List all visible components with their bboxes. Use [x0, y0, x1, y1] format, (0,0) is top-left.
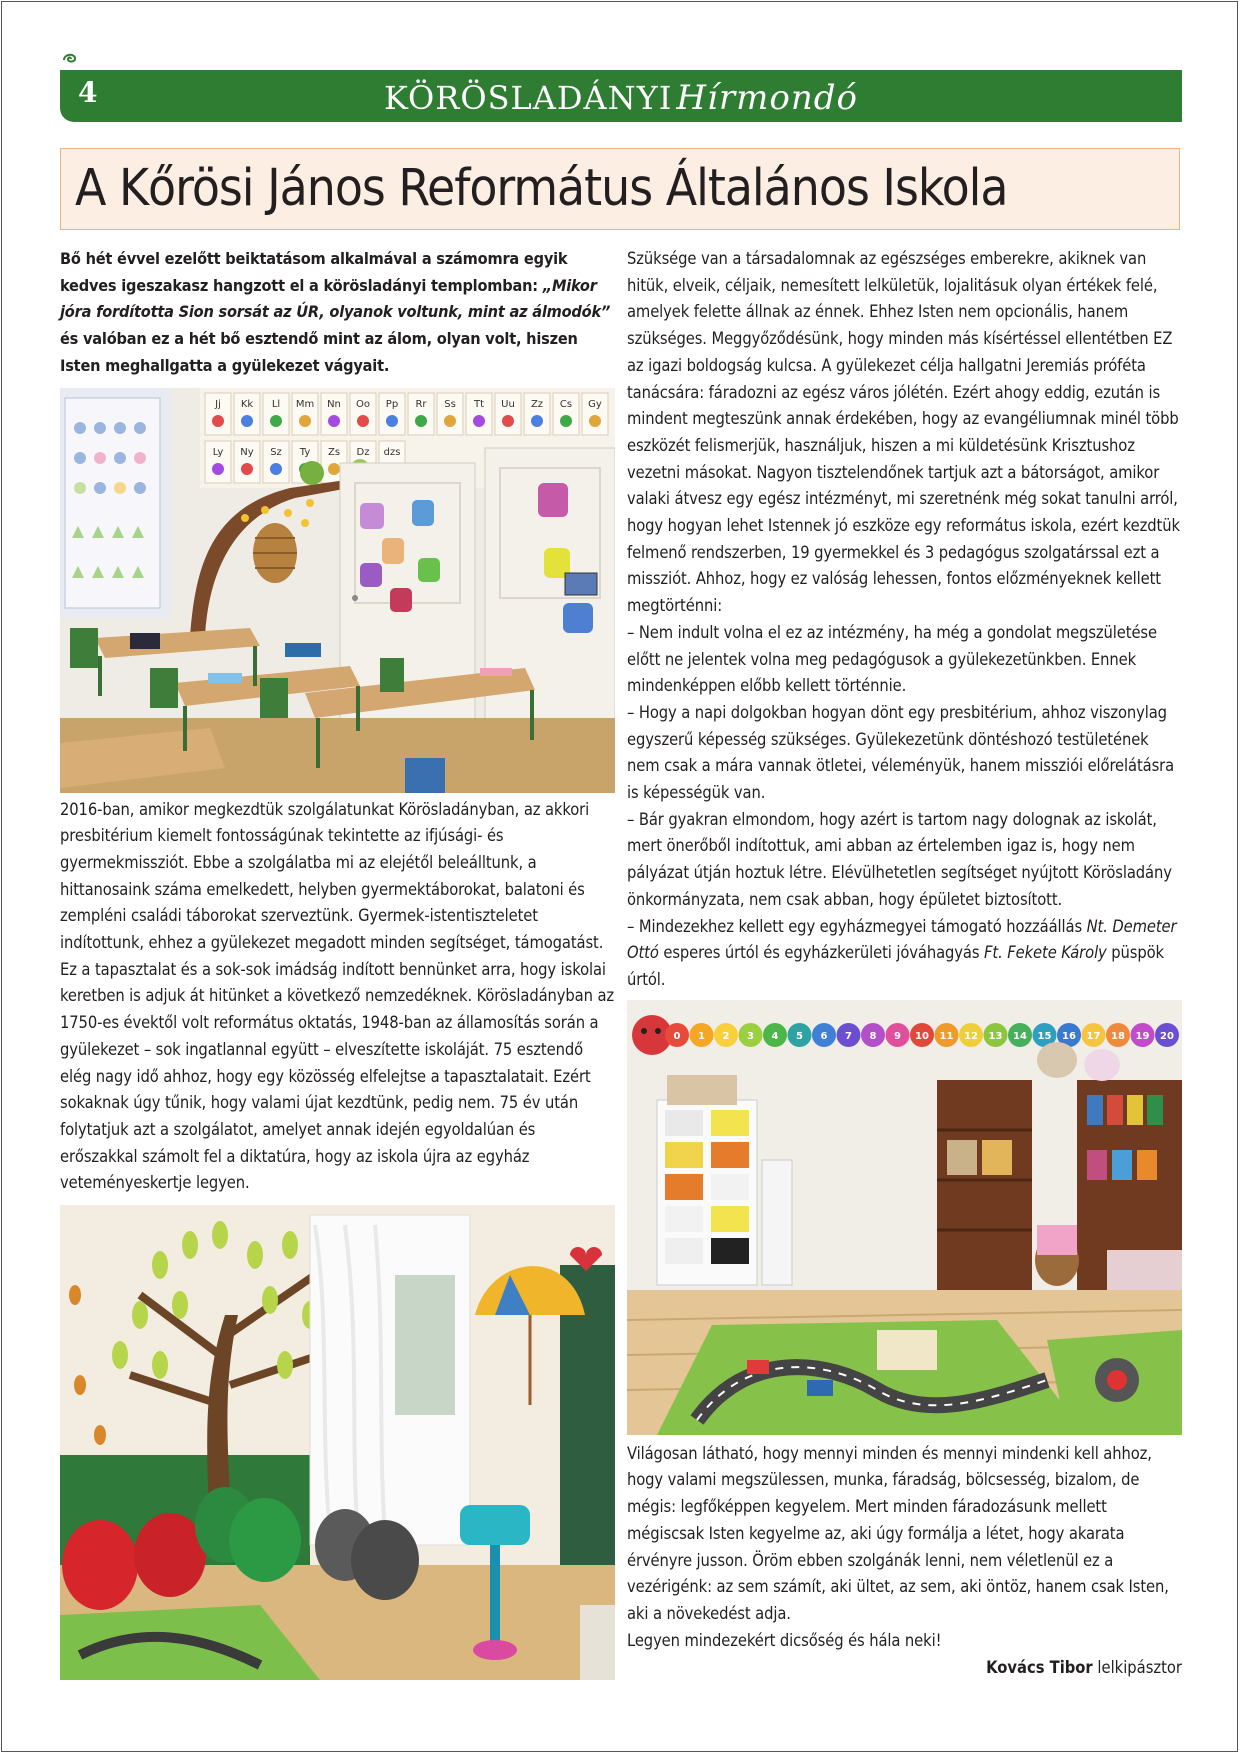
number-caterpillar	[665, 1023, 1179, 1047]
lede-quote: „Mikor jóra fordította Sion sorsát az ÚR, olyanok voltunk, mint az álmodók”	[60, 275, 611, 322]
number-label: 6	[820, 1030, 828, 1042]
alphabet-card-letter: Kk	[240, 398, 254, 410]
closing-last-line: Legyen mindezekért dicsőség és hála neki!	[627, 1630, 942, 1650]
right-column	[627, 246, 1182, 1677]
number-label: 10	[915, 1030, 929, 1042]
alphabet-card-letter: Jj	[215, 398, 221, 410]
number-label: 18	[1111, 1030, 1125, 1042]
number-label: 8	[869, 1030, 877, 1042]
alphabet-card-picture	[328, 463, 340, 475]
article-lede	[60, 246, 615, 380]
alphabet-card-letter: Nn	[327, 398, 341, 410]
author-byline	[627, 1658, 1182, 1677]
alphabet-card-letter: Mm	[295, 398, 315, 410]
paragraph-5-part-c: püspök úrtól.	[627, 943, 1164, 989]
page-number: 4	[78, 76, 98, 109]
number-label: 0	[673, 1030, 681, 1042]
alphabet-card-picture	[270, 415, 282, 427]
number-label: 13	[988, 1030, 1003, 1042]
alphabet-card-letter: Ss	[444, 398, 456, 410]
article-title: A Kőrösi János Református Általános Iskola	[75, 159, 1008, 218]
paragraph-5-part-a: – Mindezekhez kellett egy egyházmegyei támogató hozzáállás	[627, 916, 1087, 936]
classroom-illustration	[60, 388, 615, 793]
alphabet-card-picture	[241, 415, 253, 427]
swirl-ornament-icon	[60, 50, 80, 66]
masthead-main: KÖRÖSLADÁNYI	[383, 79, 673, 117]
alphabet-card-letter: Uu	[501, 398, 515, 410]
reading-corner-photo	[60, 1205, 615, 1680]
alphabet-card-picture	[444, 415, 456, 427]
left-body-text: 2016-ban, amikor megkezdtük szolgálatunkat Körösladányban, az akkori presbitérium kiemelt fontosságúnak tekintette az ifjúsági- és gyermekmissziót. Ebbe a szolgálatba mi az elejétől beleálltunk, a hittanosaink száma emelkedett, helyben gyermektáborokat, balatoni és zempléni családi táborokat szerveztünk. Gyermek-istentiszteletet indítottunk, ehhez a gyülekezet megadott minden segítséget, támogatást. Ez a tapasztalat és a sok-sok imádság indított bennünket arra, hogy iskolai keretben is adjuk át hitünket a következő nemzedéknek. Körösladányban az 1750-es évektől volt református oktatás, 1948-ban az államosítás során a gyülekezet – sok ingatlannal együtt – elveszítette iskoláját. 75 esztendő elég nagy idő ahhoz, hogy egy közösség elfelejtse a tapasztalatait. Ezért sokaknak úgy tűnik, hogy valami újat kezdtünk, pedig nem. 75 év után folytatjuk azt a szolgálatot, amelyet annak idején egyoldalúan és erőszakkal számolt fel a diktatúra, hogy az iskola újra az egyház veteményeskertje legyen.	[60, 799, 615, 1193]
lede-part-1: Bő hét évvel ezelőtt beiktatásom alkalmával a számomra egyik kedves igeszakasz hangzott el a körösladányi templomban:	[60, 249, 568, 295]
paragraph-5-part-b: esperes úrtól és egyházkerületi jóváhagyás	[658, 943, 985, 963]
classroom-photo	[60, 388, 615, 793]
number-label: 1	[698, 1030, 705, 1042]
playroom-photo	[627, 1000, 1182, 1435]
author-role: lelkipásztor	[1092, 1658, 1182, 1678]
number-label: 14	[1013, 1030, 1027, 1042]
alphabet-card-picture	[212, 415, 224, 427]
alphabet-card-letter: Gy	[588, 398, 602, 410]
alphabet-card-letter: Ly	[212, 446, 224, 458]
alphabet-card-letter: Zz	[530, 398, 544, 410]
alphabet-card-letter: dzs	[383, 446, 401, 458]
number-label: 2	[722, 1030, 730, 1042]
name-dean: Nt. Demeter Ottó	[627, 916, 1177, 963]
article-title-box	[60, 148, 1180, 230]
closing-paragraph: Világosan látható, hogy mennyi minden és mennyi mindenki kell ahhoz, hogy valami megszülessen, munka, fáradság, bölcsesség, bizalom, de mégis: legfőképpen kegyelem. Mert minden fáradozásunk mellett mégiscsak Isten kegyelme az, aki úgy formálja a létet, hogy akarata érvényre jusson. Öröm ebben szolgánák lenni, nem véletlenül ez a vezérigénk: az sem számít, aki ültet, az sem, aki öntöz, hanem csak Isten, aki a növekedést adja.	[627, 1443, 1169, 1623]
alphabet-card-letter: Ty	[299, 446, 311, 458]
lede-part-2: és valóban ez a hét bő esztendő mint az álom, olyan volt, hiszen Isten meghallgatta a gyülekezet vágyait.	[60, 329, 578, 375]
number-label: 3	[747, 1030, 754, 1042]
number-label: 15	[1037, 1030, 1052, 1042]
alphabet-card-letter: Zs	[327, 446, 341, 458]
alphabet-card-picture	[589, 415, 601, 427]
alphabet-card-letter: Cs	[559, 398, 573, 410]
alphabet-card-letter: Tt	[473, 398, 485, 410]
masthead-bar	[60, 70, 1182, 122]
alphabet-card-letter: Rr	[415, 398, 427, 410]
right-body-paragraph-4: – Bár gyakran elmondom, hogy azért is tartom nagy dolognak az iskolát, mert önerőből indítottuk, ami abban az értelemben igaz is, hogy nem pályázat útján hoztuk létre. Elévülhetetlen segítséget nyújtott Körösladány önkormányzata, nem csak abban, hogy épületet biztosított.	[627, 809, 1172, 909]
alphabet-card-picture	[415, 415, 427, 427]
reading-corner-illustration	[60, 1205, 615, 1680]
playroom-illustration	[627, 1000, 1182, 1435]
author-name: Kovács Tibor	[986, 1658, 1093, 1678]
number-label: 12	[964, 1030, 978, 1042]
left-column	[60, 246, 615, 1680]
right-body-paragraph-2: – Nem indult volna el ez az intézmény, ha még a gondolat megszületése előtt ne jelentek volna meg pedagógusok a gyülekezetünkben. Ennek mindenképpen előbb kellett történnie.	[627, 622, 1157, 696]
number-label: 16	[1062, 1030, 1076, 1042]
alphabet-card-letter: Ll	[271, 398, 281, 410]
number-label: 11	[939, 1030, 954, 1042]
masthead-cursive: Hírmondó	[676, 78, 859, 118]
alphabet-card-picture	[560, 415, 572, 427]
number-label: 5	[796, 1030, 803, 1042]
right-body-paragraph-5	[627, 914, 1182, 994]
alphabet-card-letter: Dz	[356, 446, 370, 458]
alphabet-card-picture	[328, 415, 340, 427]
alphabet-card-picture	[270, 463, 282, 475]
alphabet-card-picture	[212, 463, 224, 475]
number-label: 7	[845, 1030, 852, 1042]
alphabet-card-picture	[241, 463, 253, 475]
number-label: 4	[771, 1030, 779, 1042]
alphabet-card-letter: Sz	[270, 446, 282, 458]
alphabet-card-picture	[299, 415, 311, 427]
alphabet-card-picture	[386, 415, 398, 427]
alphabet-card-picture	[357, 415, 369, 427]
alphabet-card-picture	[531, 415, 543, 427]
number-label: 20	[1160, 1030, 1174, 1042]
alphabet-card-letter: Ny	[240, 446, 254, 458]
alphabet-card-letter: Pp	[385, 398, 399, 410]
masthead-title	[60, 78, 1182, 118]
alphabet-card-picture	[502, 415, 514, 427]
name-bishop: Ft. Fekete Károly	[984, 943, 1107, 963]
number-label: 9	[894, 1030, 901, 1042]
number-label: 19	[1135, 1030, 1150, 1042]
number-label: 17	[1086, 1030, 1101, 1042]
alphabet-card-letter: Oo	[356, 398, 370, 410]
right-body-paragraph-1: Szüksége van a társadalomnak az egészséges emberekre, akiknek van hitük, elveik, céljaik, nemesített lelkületük, lojalitásuk olyan értékek felé, amelyek felette állnak az énnek. Ehhez Isten nem opcionális, hanem szükséges. Meggyőződésünk, hogy minden más kísértéssel ellentétben EZ az igazi boldogság kulcsa. A gyülekezet célja hallgatni Jeremiás próféta tanácsára: fáradozni az egész város jólétén. Ezért ahogy eddig, ezután is mindent megteszünk annak érdekében, hogy az evangéliumnak minél több eszközét felismerjük, használjuk, hiszen a mi küldetésünk Krisztushoz vezetni másokat. Nagyon tisztelendőnek tartjuk azt a bátorságot, amikor valaki átvesz egy egész intézményt, mi szeretnénk még sokat tanulni arról, hogy hogyan lehet Istennek jó eszköze egy református iskola, ezért kezdtük felmenő rendszerben, 19 gyermekkel és 3 pedagógus szolgatárssal ezt a missziót. Ahhoz, hogy ez valóság lehessen, fontos előzményeknek kellett megtörténni:	[627, 249, 1180, 616]
alphabet-card-picture	[473, 415, 485, 427]
right-body-paragraph-3: – Hogy a napi dolgokban hogyan dönt egy presbitérium, ahhoz viszonylag egyszerű képesség szükséges. Gyülekezetünk döntéshozó testületének nem csak a mára vannak ötletei, véleményük, hanem missziói előrelátásra is képességük van.	[627, 702, 1175, 803]
